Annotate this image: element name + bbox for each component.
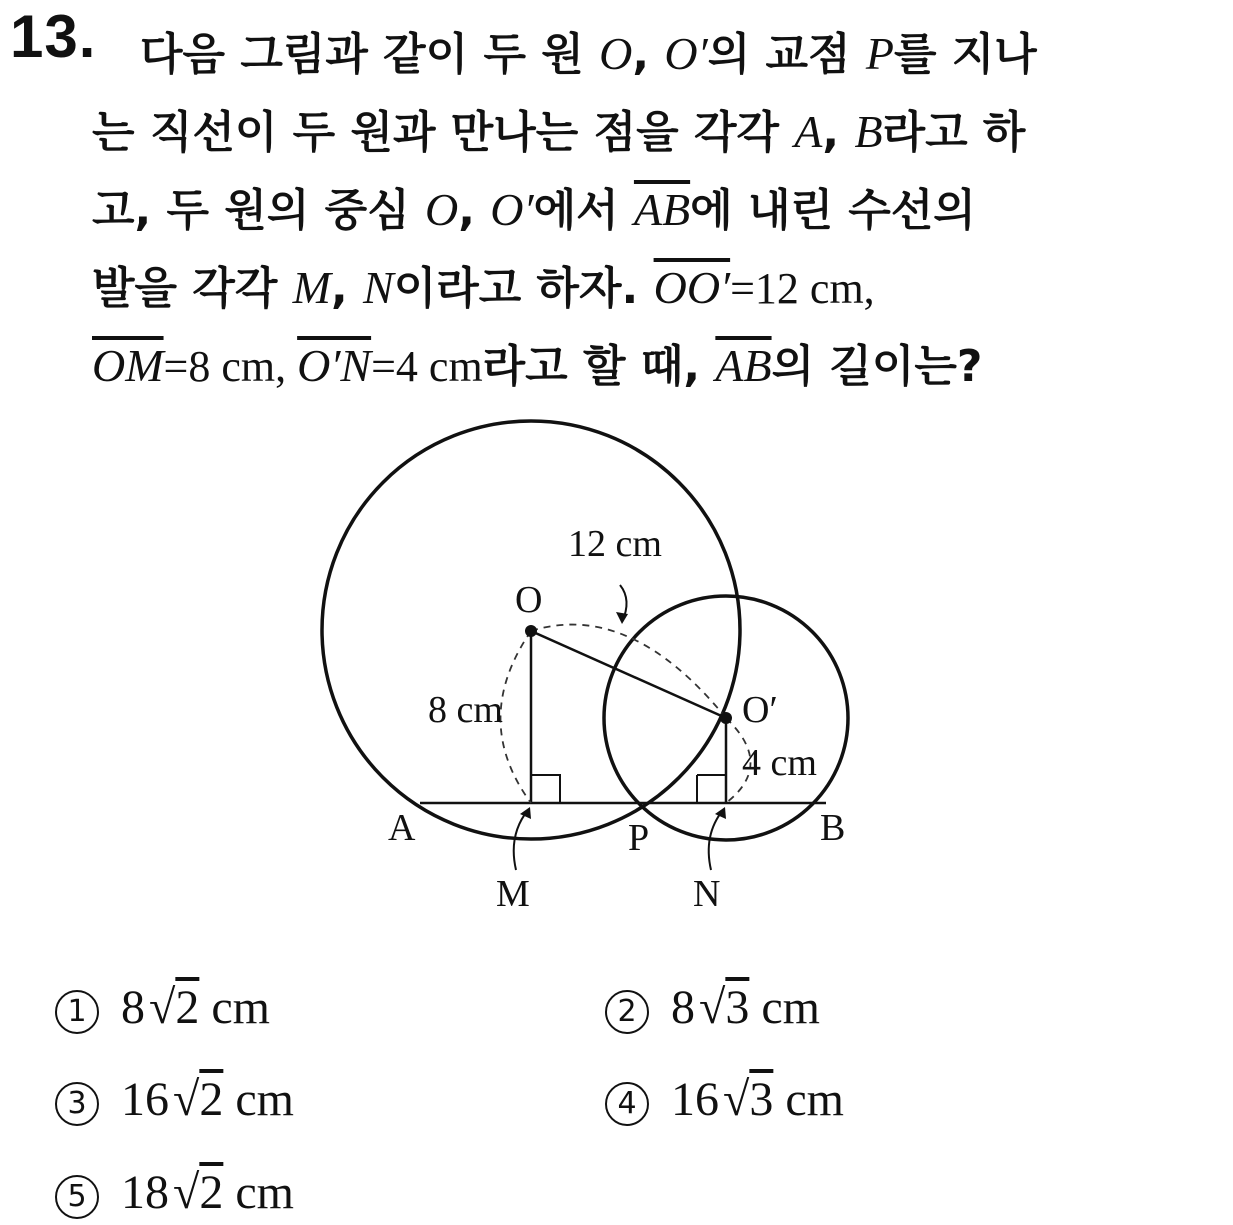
choice-unit: cm (749, 981, 820, 1034)
question-text-run: 다음 그림과 같이 두 원 (140, 29, 600, 80)
segment-symbol: $\overline{AB}$ (715, 340, 772, 391)
question-text-run: 이라고 하자. (393, 263, 654, 314)
choice-coefficient: 8 (121, 981, 145, 1034)
choice-coefficient: 16 (121, 1073, 169, 1126)
label-o-prime: O′ (742, 689, 778, 731)
label-4cm: 4 cm (742, 742, 817, 784)
choice-unit: cm (223, 1073, 294, 1126)
measurement: =4 cm (371, 342, 483, 391)
question-text-run: 에 내린 수선의 (690, 185, 976, 236)
sqrt-sign: √ (699, 981, 726, 1034)
center-o-prime-dot (720, 712, 732, 724)
measurement: =12 cm, (730, 264, 875, 313)
label-m: M (496, 873, 530, 915)
question-text-run: 는 직선이 두 원과 만나는 점을 각각 (92, 107, 795, 158)
math-symbol: N (363, 262, 394, 313)
question-text-run: 발을 각각 (92, 263, 293, 314)
question-text-run: 라고 할 때, (482, 341, 716, 392)
question-text-run: , (458, 185, 491, 236)
question-text-run: , (330, 263, 364, 314)
segment-symbol: $\overline{AB}$ (633, 184, 691, 235)
choice-coefficient: 18 (121, 1166, 169, 1219)
math-symbol: O′ (664, 28, 708, 79)
choice-unit: cm (223, 1166, 294, 1219)
choice-radicand: 2 (199, 1073, 224, 1126)
question-text-run: , (822, 107, 855, 158)
choice-number: 4 (605, 1082, 649, 1126)
math-symbol: O (425, 184, 459, 235)
choice-unit: cm (773, 1073, 844, 1126)
label-12cm: 12 cm (568, 523, 662, 565)
question-text-run: 라고 하 (882, 107, 1026, 158)
question-text-run: 를 지나 (893, 29, 1037, 80)
choice-radicand: 3 (749, 1073, 774, 1126)
question-text-run: 고, 두 원의 중심 (92, 185, 426, 236)
label-p: P (628, 817, 650, 859)
choice-radicand: 2 (199, 1166, 224, 1219)
question-text-run: 의 길이는? (771, 341, 983, 392)
choice-number: 1 (55, 990, 99, 1034)
math-symbol: P (865, 28, 894, 79)
sqrt-sign: √ (723, 1073, 750, 1126)
math-symbol: O (599, 28, 633, 79)
sqrt-sign: √ (173, 1073, 200, 1126)
center-o-dot (525, 625, 537, 637)
choice-3[interactable] (55, 1072, 294, 1127)
sqrt-sign: √ (149, 981, 176, 1034)
choice-1[interactable] (55, 980, 270, 1035)
choice-number: 3 (55, 1082, 99, 1126)
segment-symbol: OO′ (653, 262, 731, 313)
label-n: N (693, 873, 721, 915)
choice-5[interactable] (55, 1165, 294, 1220)
choice-unit: cm (199, 981, 270, 1034)
label-b: B (820, 807, 846, 849)
label-a: A (388, 807, 416, 849)
choice-radicand: 3 (725, 981, 750, 1034)
sqrt-sign: √ (173, 1166, 200, 1219)
choice-number: 2 (605, 990, 649, 1034)
label-8cm: 8 cm (428, 689, 503, 731)
question-text-run: 의 교점 (707, 29, 866, 80)
choice-number: 5 (55, 1175, 99, 1219)
dashed-arc-8cm (501, 631, 532, 803)
label-o: O (515, 579, 543, 621)
question-text-run: 에서 (533, 185, 634, 236)
math-symbol: O′ (490, 184, 534, 235)
choice-coefficient: 8 (671, 981, 695, 1034)
question-number: 13. (10, 3, 97, 70)
math-symbol: M (292, 262, 331, 313)
right-angle-m (531, 775, 560, 803)
measurement: =8 cm, (163, 342, 298, 391)
math-symbol: A (794, 106, 823, 157)
choice-4[interactable] (605, 1072, 844, 1127)
choice-radicand: 2 (175, 981, 200, 1034)
choice-2[interactable] (605, 980, 820, 1035)
question-text-run: , (632, 29, 665, 80)
math-symbol: B (854, 106, 883, 157)
choice-coefficient: 16 (671, 1073, 719, 1126)
segment-symbol: $\overline{OM}$ (92, 340, 164, 391)
segment-symbol: O′N (297, 340, 372, 391)
